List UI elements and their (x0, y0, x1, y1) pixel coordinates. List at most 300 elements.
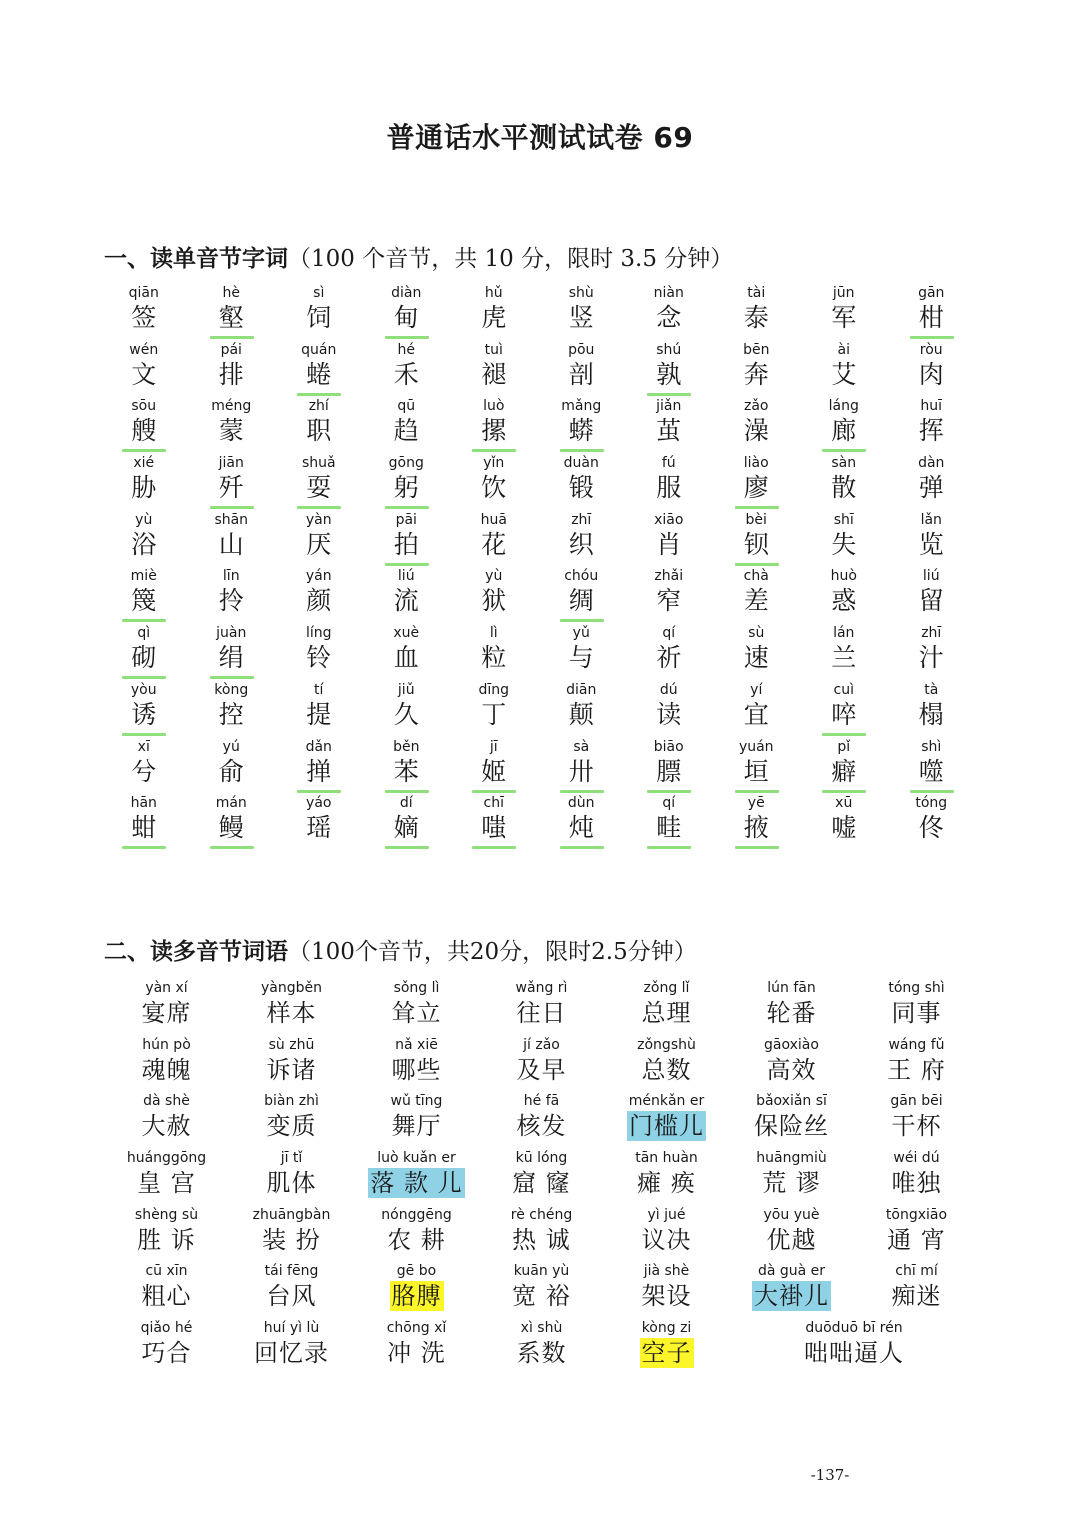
word: 装 扮 (262, 1225, 321, 1254)
character-cell (450, 512, 538, 569)
word-cell (604, 980, 729, 1037)
pinyin: dà shè (143, 1093, 190, 1110)
word-cell (229, 980, 354, 1037)
pinyin: tān huàn (635, 1150, 698, 1167)
word: 保险丝 (754, 1112, 829, 1141)
word-cell (354, 1320, 479, 1377)
underline-mark (560, 846, 604, 849)
pinyin: huí yì lù (263, 1320, 320, 1337)
pinyin: tài (747, 285, 766, 301)
hanzi: 趋 (393, 416, 419, 446)
character-cell (625, 342, 713, 399)
underline-mark (822, 449, 866, 452)
character-cell (450, 398, 538, 455)
word-cell (479, 1037, 604, 1094)
hanzi: 柑 (918, 303, 944, 332)
hanzi: 啐 (831, 699, 857, 729)
pinyin: sì (313, 285, 325, 301)
character-cell (363, 682, 451, 739)
word-row (100, 625, 975, 682)
word-row (100, 682, 975, 739)
pinyin: dīng (478, 681, 510, 698)
hanzi: 姬 (481, 756, 507, 786)
character-cell (538, 455, 626, 512)
hanzi: 窄 (656, 586, 682, 616)
word-cell (354, 1207, 479, 1264)
section-1-title: 一、读单音节字词 (104, 246, 288, 272)
hanzi: 佟 (918, 813, 944, 843)
section-2-title: 二、读多音节词语 (104, 939, 288, 965)
word-cell (104, 1207, 229, 1264)
character-cell (363, 625, 451, 682)
pinyin: xuè (393, 625, 420, 642)
pinyin: jūn (832, 285, 855, 301)
character-cell (450, 625, 538, 682)
pinyin: yì jué (647, 1206, 686, 1223)
pinyin: yē (747, 795, 765, 812)
page-title: 普通话水平测试试卷 69 (386, 121, 694, 154)
word-cell (229, 1320, 354, 1377)
word-row (104, 1093, 979, 1150)
word: 系数 (516, 1339, 567, 1368)
underline-mark (472, 449, 516, 452)
pinyin: jī tǐ (280, 1150, 303, 1167)
pinyin: chà (743, 568, 769, 585)
character-cell (713, 455, 801, 512)
pinyin: dàn (918, 455, 945, 472)
word-cell (729, 1093, 854, 1150)
pinyin: jī (489, 738, 498, 755)
character-cell (275, 285, 363, 342)
character-cell (888, 285, 976, 342)
character-cell (188, 512, 276, 569)
pinyin: nǎ xiē (395, 1036, 438, 1053)
hanzi: 浴 (131, 529, 157, 559)
hanzi: 厌 (306, 529, 332, 559)
pinyin: juàn (216, 625, 247, 642)
hanzi: 褪 (481, 359, 507, 389)
hanzi: 嘘 (831, 813, 857, 843)
hanzi: 剖 (568, 359, 594, 389)
word: 总理 (641, 999, 692, 1027)
word-cell (229, 1037, 354, 1094)
word-cell (729, 1263, 854, 1320)
pinyin: gāoxiào (764, 1036, 819, 1053)
hanzi: 钡 (743, 529, 769, 559)
pinyin: kòng (214, 681, 249, 698)
pinyin: shù (568, 285, 594, 301)
underline-mark (210, 846, 254, 849)
pinyin: méng (211, 398, 252, 415)
hanzi: 掸 (306, 756, 332, 786)
section-1-heading (104, 240, 733, 273)
character-cell (275, 739, 363, 796)
hanzi: 癖 (831, 756, 857, 786)
character-cell (188, 455, 276, 512)
character-cell (625, 455, 713, 512)
character-cell (800, 682, 888, 739)
word-cell (229, 1207, 354, 1264)
underline-mark (385, 790, 429, 793)
hanzi: 膘 (656, 756, 682, 786)
character-cell (188, 568, 276, 625)
character-cell (363, 512, 451, 569)
word-row (100, 568, 975, 625)
hanzi: 蚶 (131, 813, 157, 843)
hanzi: 久 (393, 699, 419, 729)
single-syllable-grid (100, 285, 975, 852)
underline-mark (210, 506, 254, 509)
underline-mark (210, 336, 254, 339)
pinyin: biàn zhì (264, 1093, 319, 1110)
hanzi: 蒙 (218, 416, 244, 446)
pinyin: tóng (915, 795, 948, 812)
word: 台风 (266, 1282, 317, 1311)
underline-mark (297, 506, 341, 509)
pinyin: pái (220, 341, 242, 358)
pinyin: biāo (653, 738, 684, 755)
pinyin: zǒngshù (637, 1036, 696, 1053)
word-row (104, 980, 979, 1037)
word-cell (229, 1150, 354, 1207)
word: 变质 (266, 1112, 317, 1141)
word-row (104, 1207, 979, 1264)
word-cell (604, 1207, 729, 1264)
hanzi: 拍 (393, 529, 419, 559)
hanzi: 颜 (306, 586, 332, 616)
word: 样本 (266, 999, 317, 1027)
hanzi: 排 (218, 359, 244, 389)
pinyin: zǎo (744, 398, 769, 415)
hanzi: 兮 (131, 756, 157, 786)
word: 总数 (641, 1055, 692, 1084)
pinyin: shì (921, 738, 942, 755)
pinyin: bēn (743, 341, 770, 358)
character-cell (450, 342, 538, 399)
word: 及早 (516, 1055, 567, 1084)
pinyin: ròu (919, 341, 943, 358)
character-cell (888, 795, 976, 852)
pinyin: hé fā (523, 1093, 560, 1110)
hanzi: 念 (656, 303, 682, 332)
pinyin: luò (483, 398, 505, 415)
hanzi: 蟒 (568, 416, 594, 446)
character-cell (275, 568, 363, 625)
hanzi: 泰 (743, 303, 769, 332)
word-cell (104, 1263, 229, 1320)
word-row (100, 285, 975, 342)
pinyin: zhī (921, 625, 942, 642)
pinyin: pāi (395, 511, 417, 528)
pinyin: rè chéng (510, 1206, 573, 1223)
character-cell (800, 285, 888, 342)
underline-mark (122, 733, 166, 736)
hanzi: 茧 (656, 416, 682, 446)
hanzi: 胁 (131, 473, 157, 503)
hanzi: 颠 (568, 699, 594, 729)
underline-mark (735, 506, 779, 509)
pinyin: tí (314, 681, 324, 698)
word: 同事 (891, 999, 942, 1027)
character-cell (538, 625, 626, 682)
pinyin: huā (480, 511, 507, 528)
pinyin: tóng shì (888, 980, 945, 996)
hanzi: 与 (568, 643, 594, 673)
hanzi: 壑 (218, 303, 244, 332)
pinyin: chóu (564, 568, 599, 585)
hanzi: 畦 (656, 813, 682, 843)
character-cell (888, 682, 976, 739)
character-cell (713, 512, 801, 569)
hanzi: 俞 (218, 756, 244, 786)
character-cell (100, 682, 188, 739)
pinyin: diàn (391, 285, 422, 301)
pinyin: jiǔ (397, 681, 415, 698)
word: 通 宵 (887, 1225, 946, 1254)
pinyin: xī (137, 738, 150, 755)
pinyin: yáo (306, 795, 332, 812)
pinyin: lán (833, 625, 855, 642)
underline-mark (647, 846, 691, 849)
pinyin: nónggēng (381, 1206, 452, 1223)
pinyin: jiǎn (656, 398, 682, 415)
character-cell (538, 285, 626, 342)
word-row (100, 795, 975, 852)
character-cell (188, 625, 276, 682)
word-cell (729, 1037, 854, 1094)
character-cell (188, 682, 276, 739)
underline-mark (822, 733, 866, 736)
pinyin: tái fēng (264, 1263, 319, 1280)
word: 农 耕 (387, 1225, 446, 1254)
pinyin: gān bēi (890, 1093, 943, 1110)
hanzi: 鳗 (218, 813, 244, 843)
hanzi: 垣 (743, 756, 769, 786)
hanzi: 失 (831, 529, 857, 559)
character-cell (450, 739, 538, 796)
pinyin: chī (483, 795, 504, 812)
pinyin: kū lóng (515, 1150, 568, 1167)
pinyin: wǔ tīng (390, 1093, 443, 1110)
pinyin: lǎn (920, 511, 942, 528)
word-cell (604, 1037, 729, 1094)
character-cell (363, 398, 451, 455)
pinyin: mán (215, 795, 247, 812)
pinyin: tōngxiāo (885, 1206, 948, 1223)
hanzi: 文 (131, 359, 157, 389)
character-cell (538, 739, 626, 796)
hanzi: 艾 (831, 359, 857, 389)
pinyin: jí zǎo (523, 1036, 560, 1053)
hanzi: 奔 (743, 359, 769, 389)
word-cell (104, 1037, 229, 1094)
pinyin: chōng xǐ (386, 1320, 447, 1337)
character-cell (275, 342, 363, 399)
pinyin: duàn (563, 455, 599, 472)
pinyin: liú (397, 568, 415, 585)
hanzi: 卅 (568, 756, 594, 786)
pinyin: sù (748, 625, 765, 642)
word: 舞厅 (391, 1112, 442, 1141)
word-cell (854, 1037, 979, 1094)
hanzi: 读 (656, 699, 682, 729)
hanzi: 肉 (918, 359, 944, 389)
pinyin: qiān (128, 285, 159, 301)
word: 瘫 痪 (637, 1169, 696, 1198)
character-cell (713, 342, 801, 399)
pinyin: zhí (308, 398, 329, 415)
underline-mark (735, 790, 779, 793)
character-cell (363, 455, 451, 512)
word-cell (729, 980, 854, 1037)
character-cell (188, 739, 276, 796)
word-row (100, 739, 975, 796)
word: 往日 (516, 999, 567, 1027)
pinyin: zhuāngbàn (252, 1206, 331, 1223)
underline-mark (122, 619, 166, 622)
section-2-note: （100个音节，共20分，限时2.5分钟） (288, 939, 697, 965)
character-cell (100, 455, 188, 512)
character-cell (275, 795, 363, 852)
word: 宴席 (141, 999, 192, 1027)
pinyin: kòng zi (641, 1320, 692, 1337)
pinyin: shī (833, 511, 854, 528)
word-cell (854, 980, 979, 1037)
character-cell (800, 795, 888, 852)
underline-mark (122, 449, 166, 452)
character-cell (538, 398, 626, 455)
pinyin: bèi (745, 511, 767, 528)
word: 高效 (766, 1055, 817, 1084)
pinyin: huò (830, 568, 857, 585)
hanzi: 铃 (306, 643, 332, 673)
pinyin: dǎn (305, 738, 332, 755)
pinyin: niàn (653, 285, 684, 301)
hanzi: 掖 (743, 813, 769, 843)
pinyin: tuì (484, 341, 503, 358)
character-cell (538, 682, 626, 739)
word-cell (479, 1320, 604, 1377)
hanzi: 诱 (131, 699, 157, 729)
word: 胜 诉 (137, 1225, 196, 1254)
hanzi: 噬 (918, 756, 944, 786)
character-cell (800, 739, 888, 796)
hanzi: 竖 (568, 303, 594, 332)
character-cell (713, 625, 801, 682)
underline-mark (385, 563, 429, 566)
word-cell (479, 1263, 604, 1320)
word-row (104, 1150, 979, 1207)
hanzi: 绢 (218, 643, 244, 673)
pinyin: quán (301, 341, 337, 358)
character-cell (100, 739, 188, 796)
pinyin: shú (656, 341, 682, 358)
section-1-note: （100 个音节，共 10 分，限时 3.5 分钟） (288, 246, 734, 272)
word-cell (604, 1093, 729, 1150)
hanzi: 苯 (393, 756, 419, 786)
character-cell (188, 285, 276, 342)
pinyin: jiān (218, 455, 244, 472)
pinyin: līn (222, 568, 240, 585)
word: 宽 裕 (512, 1282, 571, 1311)
character-cell (625, 625, 713, 682)
pinyin: liú (922, 568, 940, 585)
hanzi: 宜 (743, 699, 769, 729)
pinyin: qū (397, 398, 416, 415)
word: 干杯 (891, 1112, 942, 1141)
pinyin: qì (137, 625, 151, 642)
word-cell (729, 1320, 979, 1377)
pinyin: sù zhū (268, 1036, 315, 1053)
word: 唯独 (891, 1169, 942, 1198)
pinyin: lún fān (767, 980, 816, 996)
underline-mark (560, 790, 604, 793)
hanzi: 兰 (831, 643, 857, 673)
pinyin: ménkǎn er (628, 1093, 705, 1110)
hanzi: 拎 (218, 586, 244, 616)
character-cell (713, 398, 801, 455)
hanzi: 狱 (481, 586, 507, 616)
pinyin: líng (305, 625, 332, 642)
word-row (100, 512, 975, 569)
word-cell (479, 1207, 604, 1264)
pinyin: tà (924, 681, 939, 698)
hanzi: 速 (743, 643, 769, 673)
pinyin: cū xīn (145, 1263, 188, 1280)
pinyin: diān (566, 681, 597, 698)
character-cell (888, 625, 976, 682)
underline-mark (735, 563, 779, 566)
hanzi: 蜷 (306, 359, 332, 389)
character-cell (100, 795, 188, 852)
pinyin: yǐn (483, 455, 505, 472)
hanzi: 粒 (481, 643, 507, 673)
pinyin: huī (920, 398, 943, 415)
underline-mark (385, 846, 429, 849)
hanzi: 肖 (656, 529, 682, 559)
character-cell (538, 342, 626, 399)
underline-mark (560, 449, 604, 452)
pinyin: sǒng lì (393, 980, 440, 996)
hanzi: 炖 (568, 813, 594, 843)
hanzi: 艘 (131, 416, 157, 446)
hanzi: 签 (131, 303, 157, 332)
pinyin: shèng sù (134, 1206, 199, 1223)
pinyin: yàn xí (145, 980, 188, 996)
pinyin: cuì (833, 681, 854, 698)
character-cell (363, 285, 451, 342)
character-cell (538, 795, 626, 852)
word-cell (229, 1263, 354, 1320)
character-cell (363, 739, 451, 796)
word-cell (854, 1263, 979, 1320)
word: 巧合 (141, 1339, 192, 1368)
character-cell (450, 682, 538, 739)
pinyin: shuǎ (301, 455, 336, 472)
pinyin: fú (661, 455, 676, 472)
hanzi: 瑶 (306, 813, 332, 843)
hanzi: 廊 (831, 416, 857, 446)
pinyin: xiāo (654, 511, 684, 528)
character-cell (625, 568, 713, 625)
character-cell (713, 795, 801, 852)
pinyin: pōu (568, 341, 595, 358)
character-cell (800, 455, 888, 512)
pinyin: bǎoxiǎn sī (756, 1093, 827, 1110)
word-cell (854, 1207, 979, 1264)
hanzi: 饲 (306, 303, 332, 332)
underline-mark (122, 846, 166, 849)
